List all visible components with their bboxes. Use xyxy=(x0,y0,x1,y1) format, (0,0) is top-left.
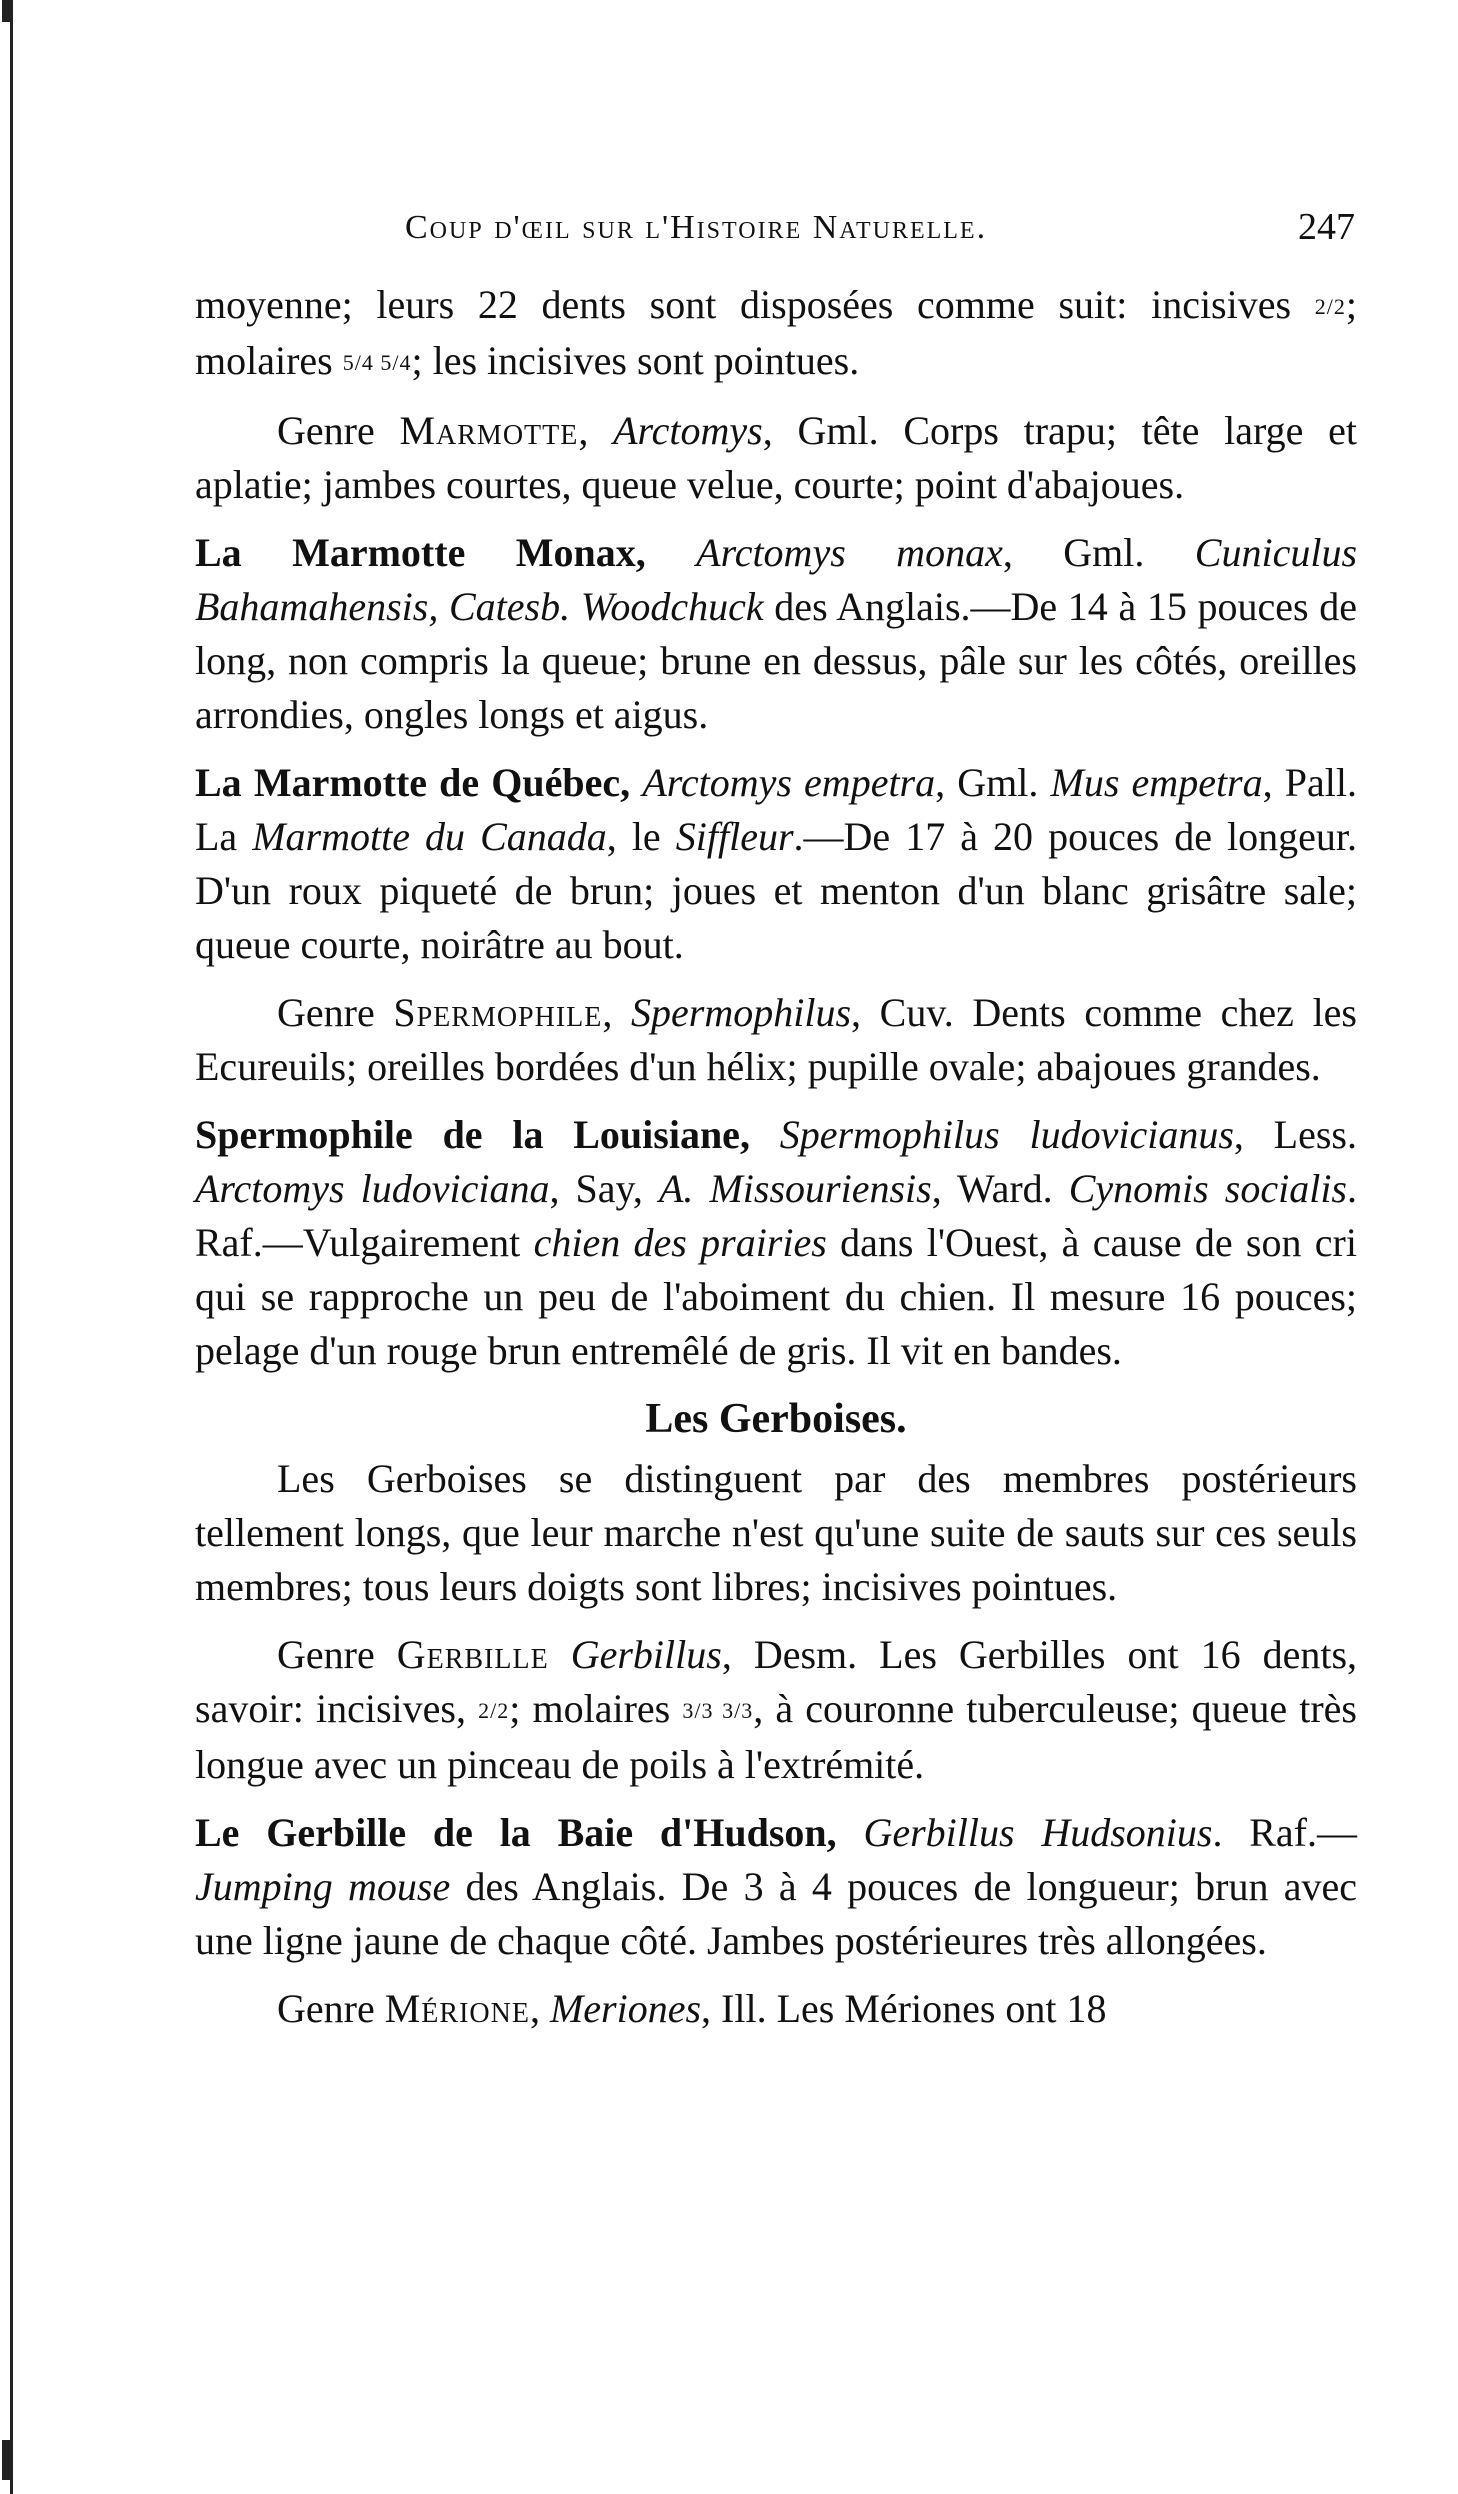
page-number: 247 xyxy=(1298,206,1355,248)
paragraph-species-louisiane: Spermophile de la Louisiane, Spermophilus ludovicianus, Less. Arctomys ludoviciana, Say, A. Missouriensis, Ward. Cynomis socialis. Raf.—Vulgairement chien des prairies dans l'Ouest, à cause de son cri qui se rapproche un peu de l'aboiment du chien. Il mesure 16 pouces; pelage d'un rouge brun entremêlé de gris. Il vit en bandes. xyxy=(195,1112,1357,1373)
species-name: Spermophile de la Louisiane, xyxy=(195,1112,750,1157)
latin-name: Gerbillus xyxy=(570,1632,722,1677)
dental-fraction: 2/2 xyxy=(1314,294,1346,319)
paragraph-species-monax: La Marmotte Monax, Arctomys monax, Gml. Cuniculus Bahamahensis, Catesb. Woodchuck des Anglais.—De 14 à 15 pouces de long, non compris la queue; brune en dessus, pâle sur les côtés, oreilles arrondies, ongles longs et aigus. xyxy=(195,530,1358,737)
genus-name: Spermophile xyxy=(393,990,603,1035)
species-name: Le Gerbille de la Baie d'Hudson, xyxy=(195,1810,837,1855)
dental-fraction: 2/2 xyxy=(478,1698,510,1723)
paragraph-genus-marmotte: Genre Marmotte, Arctomys, Gml. Corps trapu; tête large et aplatie; jambes courtes, queue velue, courte; point d'abajoues. xyxy=(195,408,1357,507)
latin-name: Arctomys xyxy=(613,408,763,453)
paragraph-gerboises: Les Gerboises se distinguent par des membres postérieurs tellement longs, que leur marche n'est qu'une suite de sauts sur ces seuls membres; tous leurs doigts sont libres; incisives pointues. xyxy=(195,1456,1357,1609)
synonym: Cynomis socialis xyxy=(1068,1166,1347,1211)
running-title: Coup d'œil sur l'Histoire Naturelle. xyxy=(405,209,988,246)
synonym: Arctomys ludoviciana xyxy=(195,1166,550,1211)
dental-fraction: 5/4 5/4 xyxy=(342,350,412,375)
synonym: Cuniculus Bahamahensis, Catesb. Woodchuck xyxy=(195,530,1358,629)
page-edge-mark xyxy=(2,2440,12,2480)
latin-name: Spermophilus xyxy=(631,990,852,1035)
dental-fraction: 3/3 3/3 xyxy=(682,1698,754,1723)
latin-name: Gerbillus Hudsonius xyxy=(863,1810,1213,1855)
paragraph-species-hudson: Le Gerbille de la Baie d'Hudson, Gerbillus Hudsonius. Raf.—Jumping mouse des Anglais. De 3 à 4 pouces de longueur; brun avec une ligne jaune de chaque côté. Jambes postérieures très allongées. xyxy=(195,1810,1357,1963)
section-title: Les Gerboises. xyxy=(645,1396,907,1442)
synonym: Siffleur xyxy=(675,814,794,859)
genus-name: Mérione xyxy=(384,1986,530,2031)
synonym: Jumping mouse xyxy=(195,1864,451,1909)
genus-name: Marmotte xyxy=(399,408,579,453)
paragraph-genus-merione: Genre Mérione, Meriones, Ill. Les Mériones ont 18 xyxy=(277,1986,1107,2031)
latin-name: Meriones xyxy=(549,1986,702,2031)
genus-name: Gerbille xyxy=(396,1632,549,1677)
page-edge-mark xyxy=(2,0,12,22)
paragraph-continuation: moyenne; leurs 22 dents sont disposées comme suit: incisives 2/2; molaires 5/4 5/4; les incisives sont pointues. xyxy=(195,282,1357,383)
species-name: La Marmotte de Québec, xyxy=(195,760,631,805)
species-name: La Marmotte Monax, xyxy=(195,530,646,575)
paragraph-genus-spermophile: Genre Spermophile, Spermophilus, Cuv. Dents comme chez les Ecureuils; oreilles bordées d'un hélix; pupille ovale; abajoues grandes. xyxy=(195,990,1357,1089)
synonym: Marmotte du Canada xyxy=(252,814,607,859)
page-edge-line xyxy=(10,0,13,2494)
synonym: A. Missouriensis xyxy=(658,1166,932,1211)
synonym: Mus empetra xyxy=(1050,760,1263,805)
latin-name: Spermophilus ludovicianus xyxy=(779,1112,1234,1157)
synonym: chien des prairies xyxy=(533,1220,827,1265)
latin-name: Arctomys monax xyxy=(696,530,1003,575)
body-text xyxy=(195,278,1357,2050)
paragraph-species-quebec: La Marmotte de Québec, Arctomys empetra, Gml. Mus empetra, Pall. La Marmotte du Canada, le Siffleur.—De 17 à 20 pouces de longeur. D'un roux piqueté de brun; joues et menton d'un blanc grisâtre sale; queue courte, noirâtre au bout. xyxy=(195,760,1358,967)
latin-name: Arctomys empetra xyxy=(642,760,936,805)
running-head xyxy=(195,205,1375,265)
paragraph-genus-gerbille: Genre Gerbille Gerbillus, Desm. Les Gerbilles ont 16 dents, savoir: incisives, 2/2; molaires 3/3 3/3, à couronne tuberculeuse; queue très longue avec un pinceau de poils à l'extrémité. xyxy=(195,1632,1358,1787)
